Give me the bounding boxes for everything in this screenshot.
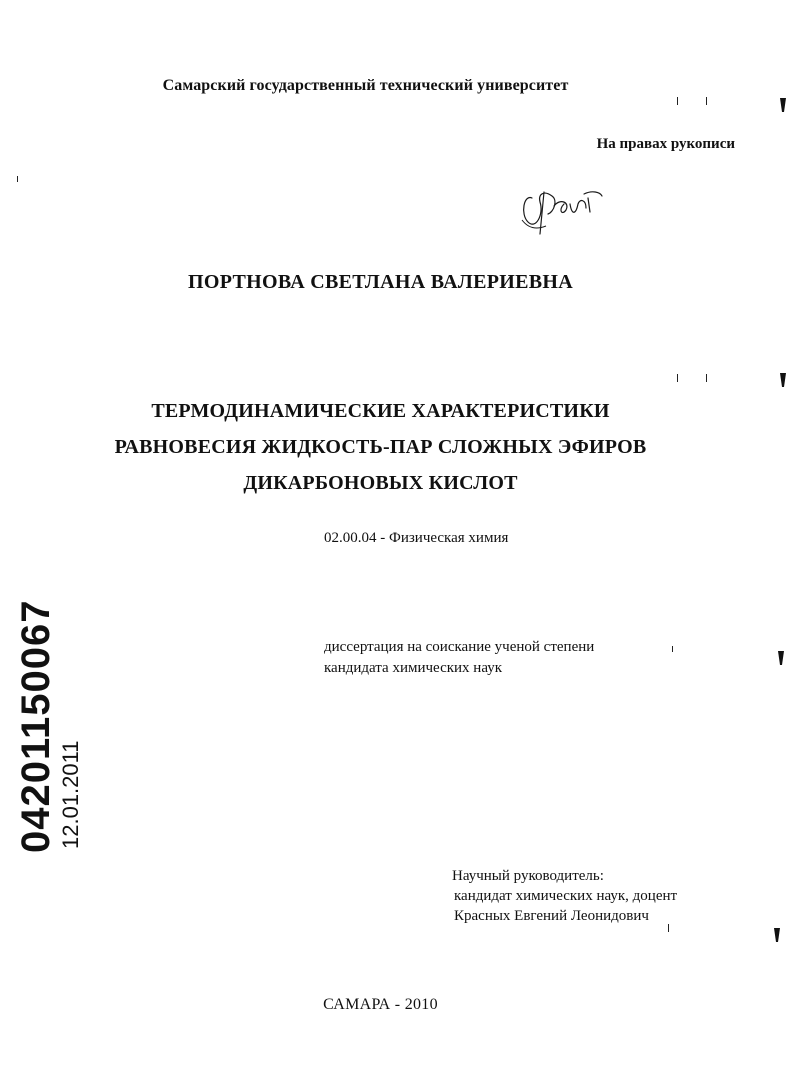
scan-mark <box>672 646 673 652</box>
scan-mark <box>677 374 678 382</box>
institution-name: Самарский государственный технический университет <box>162 77 569 94</box>
specialty-code: 02.00.04 - Физическая химия <box>324 530 509 546</box>
scan-mark <box>778 651 784 665</box>
supervisor-rank: кандидат химических наук, доцент <box>454 888 678 904</box>
scan-mark <box>706 97 707 105</box>
scan-mark <box>668 924 669 932</box>
degree-line: кандидата химических наук <box>324 660 503 676</box>
signature <box>514 184 604 236</box>
scan-mark <box>780 98 786 112</box>
title-line: РАВНОВЕСИЯ ЖИДКОСТЬ-ПАР СЛОЖНЫХ ЭФИРОВ <box>114 436 647 458</box>
title-line: ДИКАРБОНОВЫХ КИСЛОТ <box>243 472 518 494</box>
title-line: ТЕРМОДИНАМИЧЕСКИЕ ХАРАКТЕРИСТИКИ <box>151 400 610 422</box>
scan-mark <box>774 928 780 942</box>
scan-mark <box>780 373 786 387</box>
scan-mark <box>677 97 678 105</box>
degree-statement <box>324 637 594 679</box>
supervisor-name: Красных Евгений Леонидович <box>454 908 649 924</box>
scan-mark <box>706 374 707 382</box>
city-year: САМАРА - 2010 <box>323 996 438 1013</box>
dissertation-title <box>0 393 795 501</box>
author-name: ПОРТНОВА СВЕТЛАНА ВАЛЕРИЕВНА <box>188 271 573 293</box>
stamp-date: 12.01.2011 <box>58 740 83 849</box>
degree-line: диссертация на соискание ученой степени <box>324 639 595 655</box>
supervisor-label: Научный руководитель: <box>452 868 604 884</box>
supervisor-block <box>452 866 677 926</box>
library-stamp <box>14 600 84 854</box>
stamp-code: 04201150067 <box>14 599 58 853</box>
scan-mark <box>17 176 18 182</box>
manuscript-note: На правах рукописи <box>596 136 735 152</box>
